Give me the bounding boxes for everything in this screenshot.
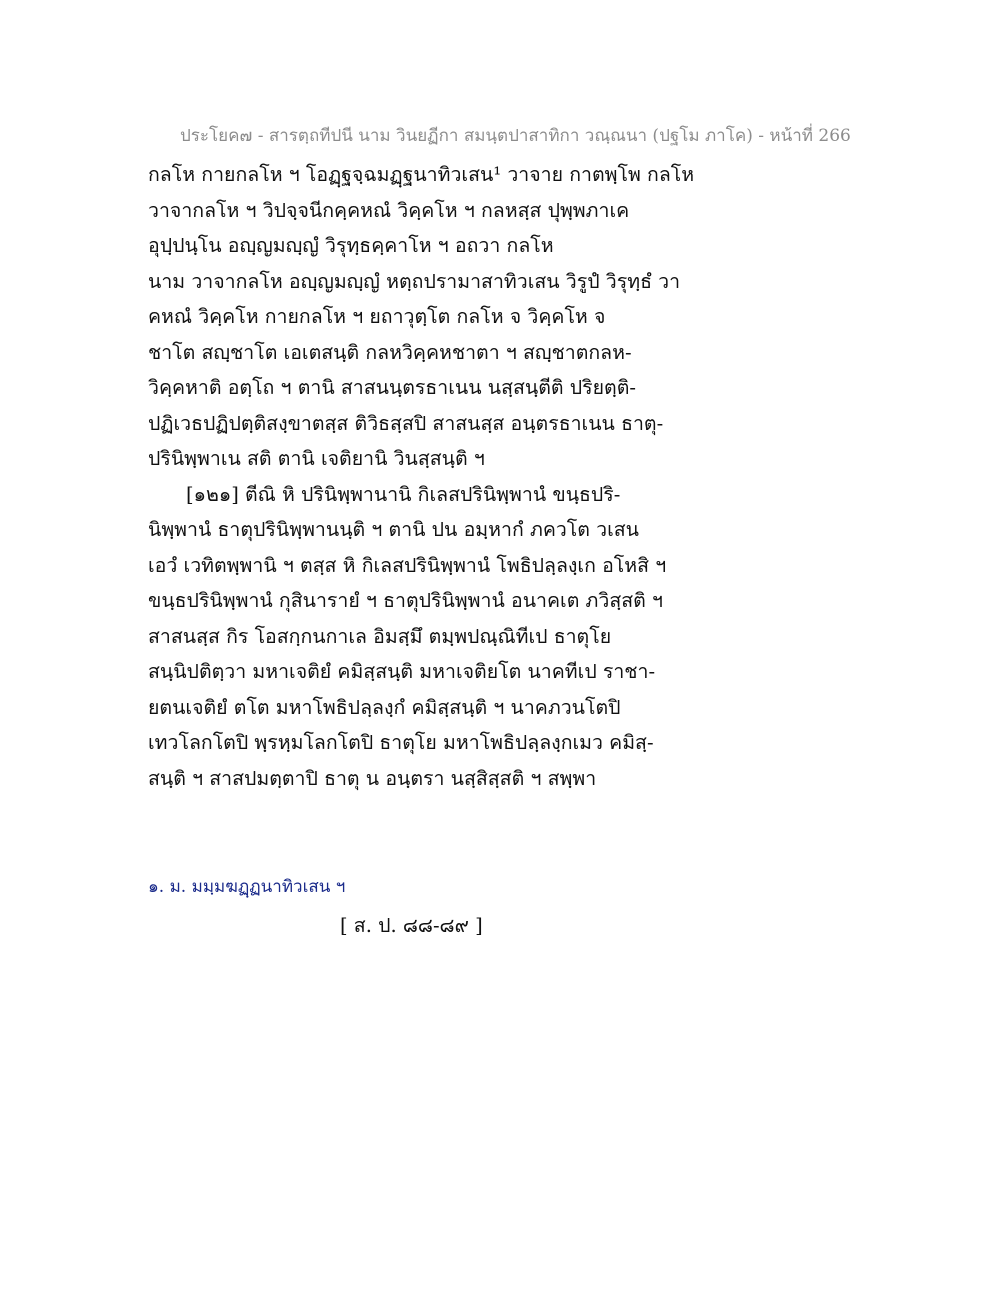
- text-line: นิพฺพานํ ธาตุปรินิพฺพานนฺติ ฯ ตานิ ปน อมฺหากํ ภควโต วเสน: [148, 518, 639, 541]
- text-line: วาจากลโห ฯ วิปจฺจนีกคฺคหณํ วิคฺคโห ฯ กลหสฺส ปุพฺพภาเค: [148, 198, 630, 222]
- page-reference: [ ส. ป. ๘๘-๘๙ ]: [340, 914, 483, 937]
- text-line: ชาโต สญฺชาโต เอเตสนฺติ กลหวิคฺคหชาตา ฯ สญฺชาตกลห-: [148, 340, 632, 364]
- text-line: กลโห กายกลโห ฯ โอฏฺฐจฺฉมฏฺฐนาทิวเสน¹ วาจาย กาตพฺโพ กลโห: [148, 163, 695, 186]
- text-line: เอวํ เวทิตพฺพานิ ฯ ตสฺส หิ กิเลสปรินิพฺพานํ โพธิปลฺลงฺเก อโหสิ ฯ: [148, 553, 667, 577]
- page-header: ประโยค๗ - สารตฺถทีปนี นาม วินยฏีกา สมนฺตปาสาทิกา วณฺณนา (ปฐโม ภาโค) - หน้าที่ 266: [180, 126, 851, 146]
- text-line: นาม วาจากลโห อญฺญมญฺญํ หตฺถปรามาสาทิวเสน วิรูปํ วิรุทฺธํ วา: [148, 269, 681, 293]
- text-line: สนฺติ ฯ สาสปมตฺตาปิ ธาตุ น อนฺตรา นสฺสิสฺสติ ฯ สพฺพา: [148, 766, 597, 790]
- text-line: คหณํ วิคฺคโห กายกลโห ฯ ยถาวุตฺโต กลโห จ วิคฺคโห จ: [148, 305, 606, 328]
- text-line: อุปฺปนฺโน อญฺญมญฺญํ วิรุทฺธคฺคาโห ฯ อถวา กลโห: [148, 234, 554, 257]
- text-line: ปฏิเวธปฏิปตฺติสงฺขาตสฺส ติวิธสฺสปิ สาสนสฺส อนฺตรธาเนน ธาตุ-: [148, 411, 664, 435]
- body-text: [148, 157, 708, 796]
- text-line: ยตนเจติยํ ตโต มหาโพธิปลฺลงฺกํ คมิสฺสนฺติ ฯ นาคภวนโตปิ: [148, 695, 621, 719]
- text-line: สาสนสฺส กิร โอสกฺกนกาเล อิมสฺมึ ตมฺพปณฺณิทีเป ธาตุโย: [148, 624, 612, 648]
- text-line: สนฺนิปติตฺวา มหาเจติยํ คมิสฺสนฺติ มหาเจติยโต นาคทีเป ราชา-: [148, 660, 656, 683]
- text-line: ขนฺธปรินิพฺพานํ กุสินารายํ ฯ ธาตุปรินิพฺพานํ อนาคเต ภวิสฺสติ ฯ: [148, 589, 663, 612]
- text-line: ปรินิพฺพาเน สติ ตานิ เจติยานิ วินสฺสนฺติ ฯ: [148, 447, 485, 470]
- paragraph-start-line: [๑๒๑] ตีณิ หิ ปรินิพฺพานานิ กิเลสปรินิพฺพานํ ขนฺธปริ-: [186, 482, 621, 506]
- text-line: เทวโลกโตปิ พฺรหฺมโลกโตปิ ธาตุโย มหาโพธิปลฺลงฺกเมว คมิสฺ-: [148, 731, 654, 754]
- footnote: ๑. ม. มมฺมฆฏฺฏนาทิวเสน ฯ: [148, 877, 346, 897]
- text-line: วิคฺคหาติ อตฺโถ ฯ ตานิ สาสนนฺตรธาเนน นสฺสนฺตีติ ปริยตฺติ-: [148, 376, 636, 399]
